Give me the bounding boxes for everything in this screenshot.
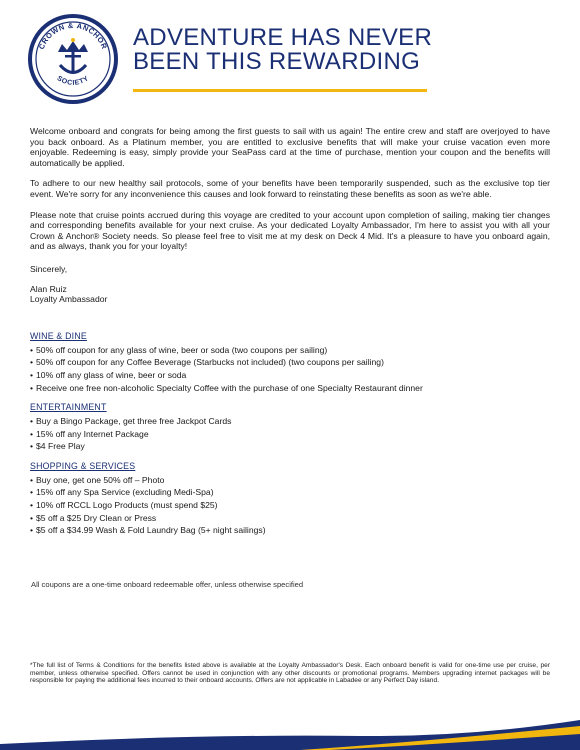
- letter-paragraph: Welcome onboard and congrats for being among the first guests to sail with us again! The entire crew and staff are overjoyed to have you back onboard. As a Platinum member, you are entitled to exclusive benefits that will make your cruise vacation even more enjoyable. Redeeming is easy, simply provide your SeaPass card at the time of purchase, mention your coupon and the benefits will automatically be applied.: [30, 126, 550, 168]
- benefits-section: [30, 331, 550, 394]
- letter-paragraph: To adhere to our new healthy sail protocols, some of your benefits have been temporarily suspended, such as the exclusive top tier event. We're sorry for any inconvenience this causes and look forward to reinstating these benefits as soon as we're able.: [30, 178, 550, 199]
- section-title: WINE & DINE: [30, 330, 87, 341]
- signer-name: Alan Ruiz: [30, 283, 67, 294]
- benefit-item: • $5 off a $25 Dry Clean or Press: [30, 512, 550, 525]
- crown-anchor-emblem-icon: [28, 14, 118, 104]
- letter-paragraph: Please note that cruise points accrued during this voyage are credited to your account upon completion of sailing, making tier changes and corresponding benefits available for your next cruise. As your dedicated Loyalty Ambassador, I'm here to assist you with all your Crown & Anchor® Society needs. So please feel free to visit me at my desk on Deck 4 Mid. It's a pleasure to have you onboard again, and as always, thank you for your loyalty!: [30, 209, 550, 252]
- section-title: ENTERTAINMENT: [30, 402, 107, 413]
- gold-divider: [133, 89, 427, 92]
- benefits-section: [30, 402, 550, 453]
- coupon-note: All coupons are a one-time onboard redeemable offer, unless otherwise specified: [31, 580, 304, 589]
- benefit-list: [30, 474, 550, 537]
- benefit-list: [30, 415, 550, 453]
- benefit-item: • 10% off any glass of wine, beer or soda: [30, 369, 550, 382]
- benefit-item: • 15% off any Internet Package: [30, 428, 550, 441]
- benefit-item: • Buy a Bingo Package, get three free Jackpot Cards: [30, 415, 550, 428]
- footer-wave-graphic: [0, 704, 580, 750]
- signature-block: [30, 264, 550, 305]
- benefit-item: • 50% off coupon for any glass of wine, beer or soda (two coupons per sailing): [30, 344, 550, 357]
- signer-title: Loyalty Ambassador: [30, 294, 108, 305]
- benefit-item: • 50% off coupon for any Coffee Beverage (Starbucks not included) (two coupons per sailing): [30, 356, 550, 369]
- benefit-item: • $4 Free Play: [30, 440, 550, 453]
- benefit-item: • Buy one, get one 50% off – Photo: [30, 474, 550, 487]
- logo-bottom-text: SOCIETY: [55, 75, 91, 87]
- fine-print: *The full list of Terms & Conditions for the benefits listed above is available at the Loyalty Ambassador's Desk. Each onboard benefit is valid for one-time use per cruise, per member, unless otherwise specified. Offers cannot be used in conjunction with any other discounts or promotional programs. Members upgrading internet packages will be responsible for paying the additional fees incurred to their onboard accounts. Offers are not applicable in Labadee or any Perfect Day island.: [30, 662, 550, 685]
- section-title: SHOPPING & SERVICES: [30, 460, 136, 471]
- benefit-item: • 15% off any Spa Service (excluding Medi-Spa): [30, 486, 550, 499]
- closing: Sincerely,: [30, 263, 68, 274]
- logo-top-text: CROWN & ANCHOR: [36, 20, 110, 51]
- benefit-item: • Receive one free non-alcoholic Specialty Coffee with the purchase of one Specialty Restaurant dinner: [30, 382, 550, 395]
- benefit-item: • 10% off RCCL Logo Products (must spend $25): [30, 499, 550, 512]
- benefits-section: [30, 461, 550, 537]
- crown-anchor-society-logo: [28, 14, 118, 104]
- headline-line-1: ADVENTURE HAS NEVER: [133, 24, 433, 51]
- benefit-list: [30, 344, 550, 394]
- benefit-item: • $5 off a $34.99 Wash & Fold Laundry Bag (5+ night sailings): [30, 524, 550, 537]
- page-headline: [133, 26, 432, 74]
- headline-line-2: BEEN THIS REWARDING: [133, 48, 421, 75]
- letter-body: [30, 126, 550, 545]
